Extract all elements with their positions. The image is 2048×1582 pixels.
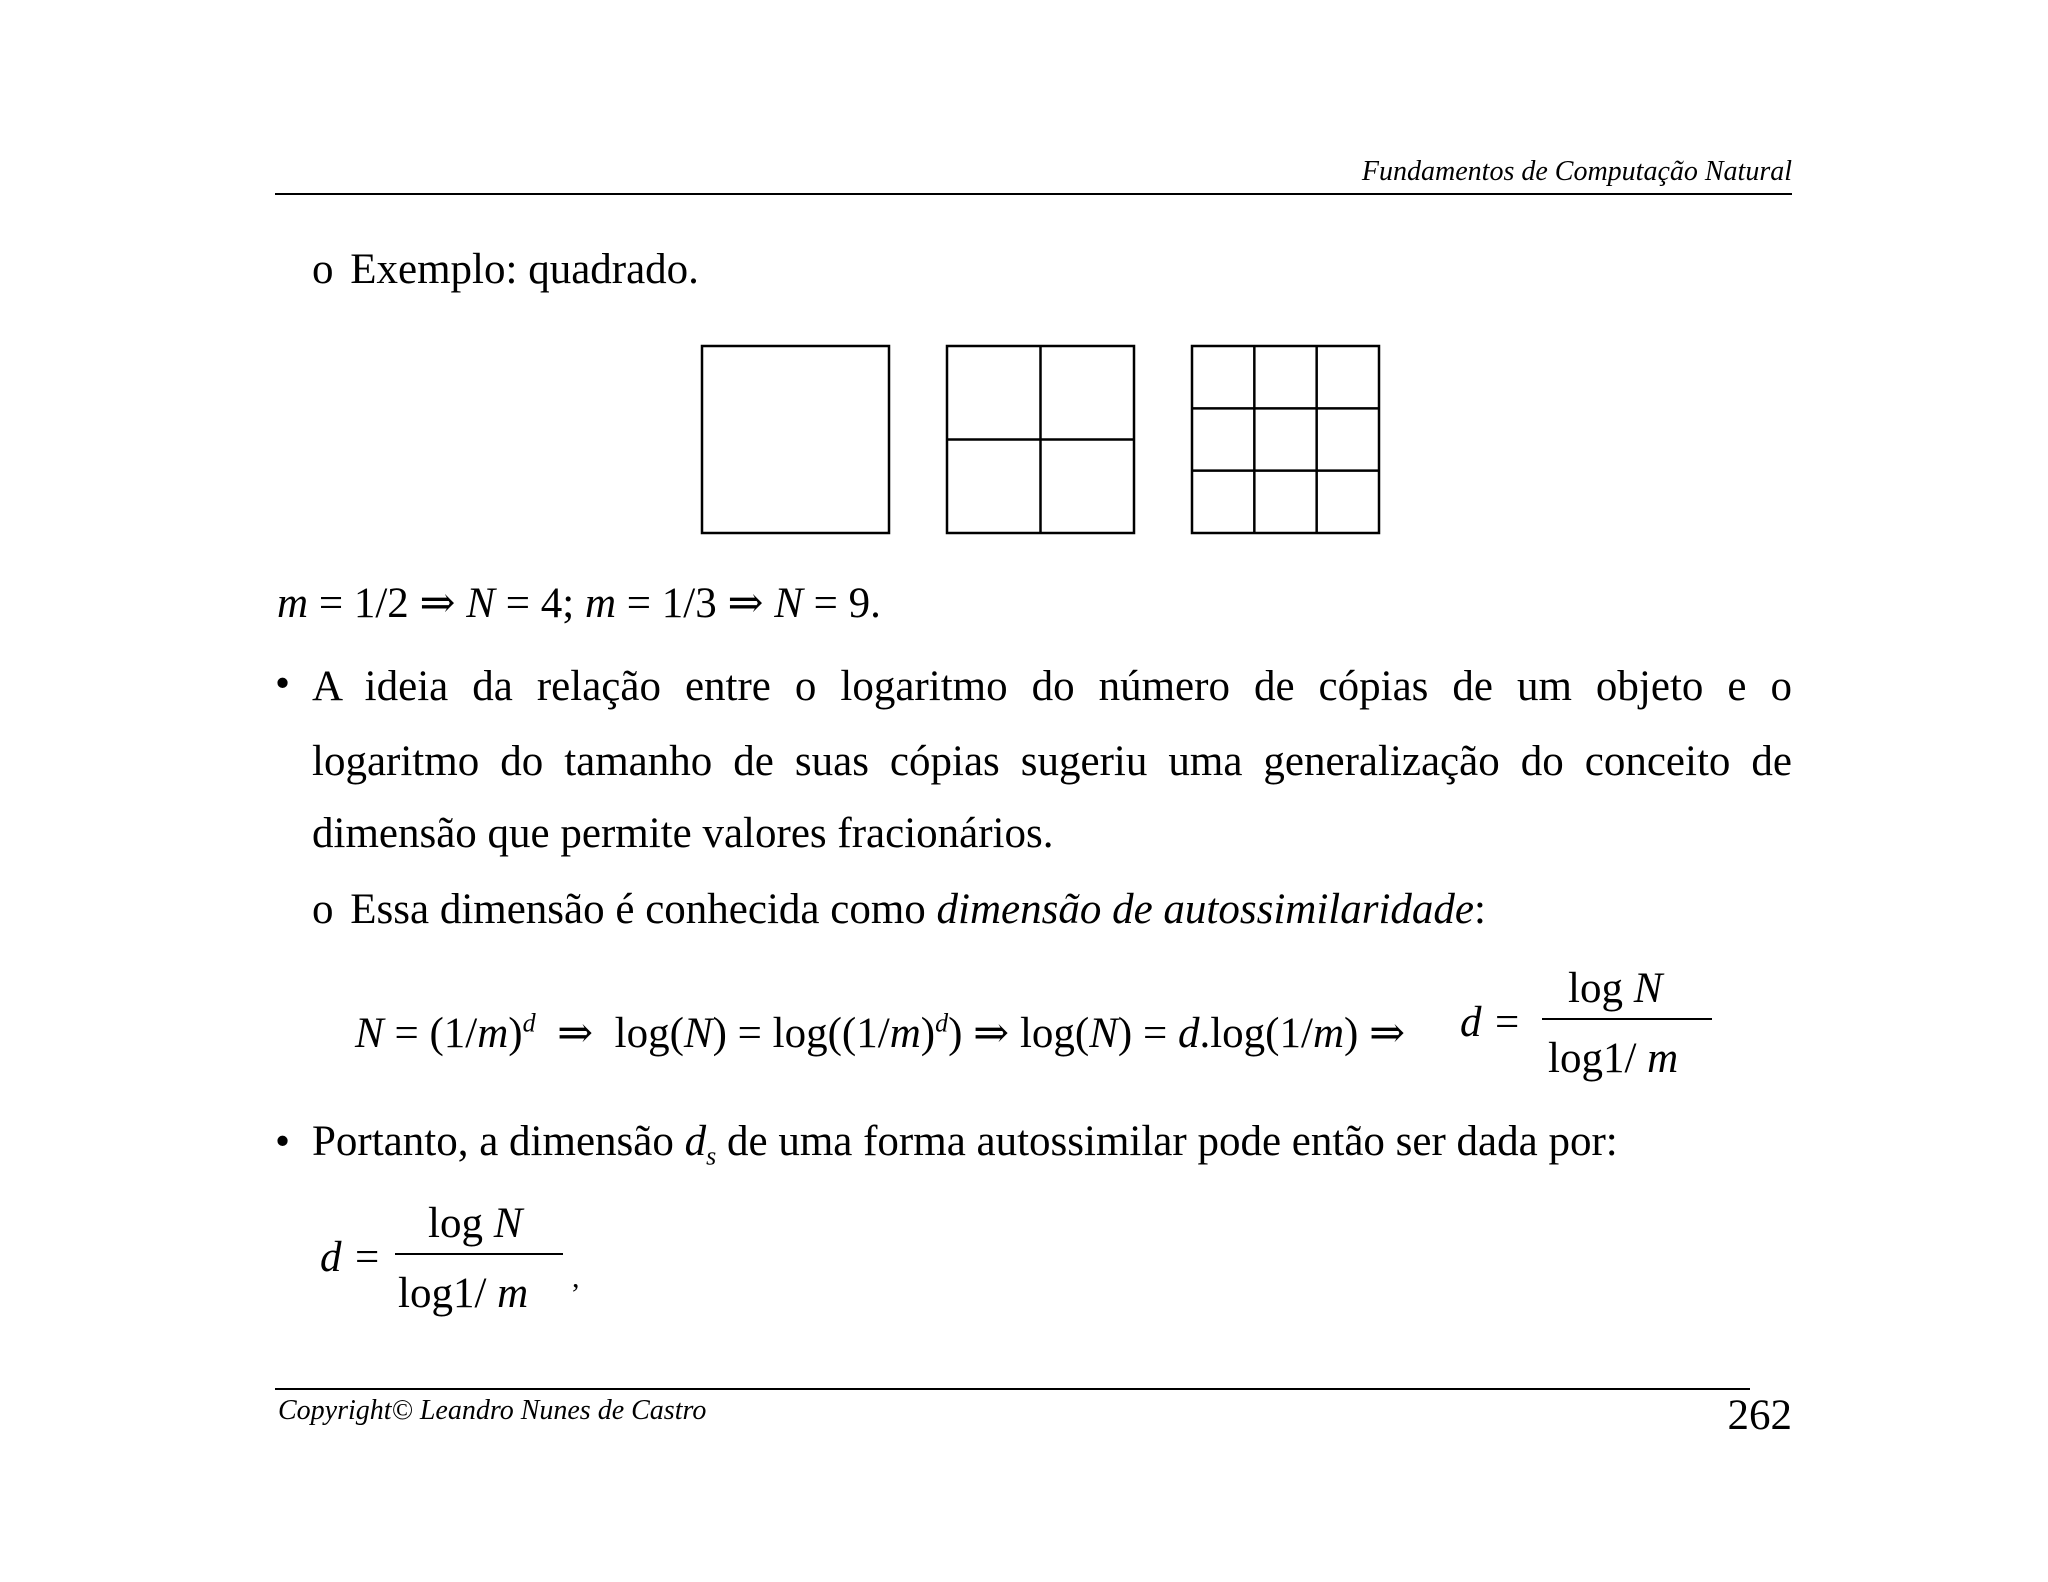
formula-denominator: log1/ m [398,1270,529,1317]
bullet2-text: Portanto, a dimensão $d_s$ de uma forma autossimilar pode então ser dada por: [312,1118,1618,1171]
fraction-numerator: log N [1568,965,1663,1012]
grid-square-1x1 [702,346,889,533]
bullet1-line-2: logaritmo do tamanho de suas cópias sugeriu uma generalização do conceito de [312,738,1792,785]
sub-item: o Essa dimensão é conhecida como dimensão de autossimilaridade: [312,886,1486,933]
square-subdivision-figure [690,340,1390,540]
bullet-dot: • [275,1118,291,1165]
example-line [312,248,699,291]
equation-chain: $N = (1/m)^d$ ⇒ $\log(N) = \log((1/m)^d)$ ⇒ log(N) = d.log(1/m) ⇒ [355,1008,1406,1057]
formula-comma: , [572,1261,580,1294]
bullet-dot: • [275,660,291,707]
term-highlight: dimensão de autossimilaridade [936,886,1475,933]
page-number: 262 [1727,1392,1792,1439]
header-rule [275,193,1792,195]
formula-bar [395,1253,563,1255]
footer-copyright: Copyright© Leandro Nunes de Castro [278,1395,707,1426]
formula-numerator: log N [428,1200,523,1247]
fraction-lhs: d = [1460,999,1522,1046]
dimension-formula [320,1195,620,1325]
sub-bullet: o [312,246,334,293]
dimension-fraction-inline [1460,960,1720,1080]
bullet1-line-3: dimensão que permite valores fracionários. [312,810,1054,857]
sub-bullet: o [312,886,334,933]
grid-square-3x3 [1192,346,1379,533]
header-title: Fundamentos de Computação Natural [1361,156,1792,187]
fraction-denominator: log1/ m [1548,1035,1679,1082]
bullet1-line-1: A ideia da relação entre o logaritmo do número de cópias de um objeto e o [312,663,1792,710]
formula-lhs: d = [320,1234,382,1281]
example-text: Exemplo: quadrado. [350,246,699,293]
fraction-bar [1542,1018,1712,1020]
relation-line: m = 1/2 ⇒ N = 4; m = 1/3 ⇒ N = 9. [277,580,881,627]
footer-rule [275,1388,1750,1390]
